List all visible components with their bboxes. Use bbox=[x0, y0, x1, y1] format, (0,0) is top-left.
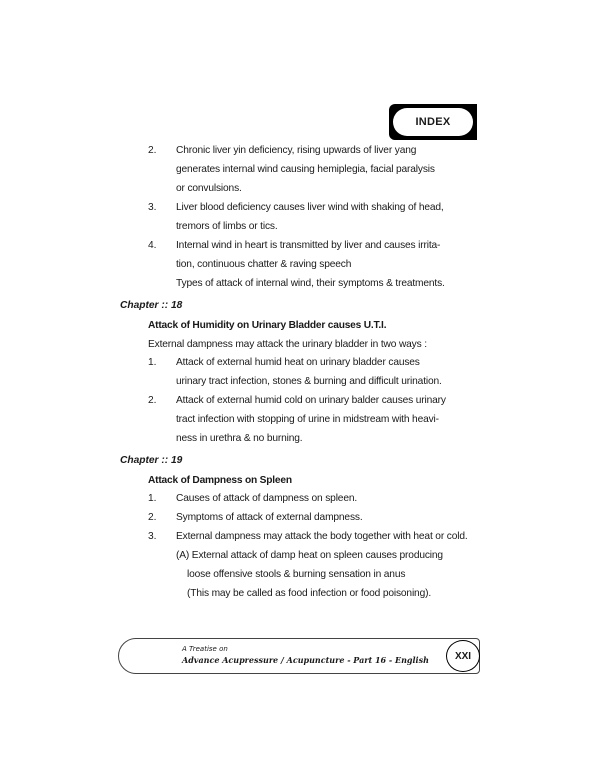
list-item-text: Liver blood deficiency causes liver wind with shaking of head, bbox=[176, 202, 444, 213]
section-heading: Attack of Humidity on Urinary Bladder causes U.T.I. bbox=[148, 320, 387, 331]
footer-book-title: Advance Acupressure / Acupuncture - Part 16 - English bbox=[182, 655, 429, 665]
list-item-text: Chronic liver yin deficiency, rising upwards of liver yang bbox=[176, 145, 417, 156]
list-item-text: or convulsions. bbox=[176, 183, 242, 194]
sub-item-text: (A) External attack of damp heat on spleen causes producing bbox=[176, 550, 443, 561]
list-item-text: tract infection with stopping of urine in midstream with heavi- bbox=[176, 414, 439, 425]
section-intro: External dampness may attack the urinary bladder in two ways : bbox=[148, 339, 427, 350]
list-item-text: Causes of attack of dampness on spleen. bbox=[176, 493, 358, 504]
list-item-text: tremors of limbs or tics. bbox=[176, 221, 278, 232]
section-heading: Attack of Dampness on Spleen bbox=[148, 475, 292, 486]
list-number: 4. bbox=[148, 240, 157, 251]
footer-book-prefix: A Treatise on bbox=[182, 645, 228, 653]
list-item-text: urinary tract infection, stones & burning and difficult urination. bbox=[176, 376, 442, 387]
list-number: 2. bbox=[148, 145, 157, 156]
list-number: 2. bbox=[148, 395, 157, 406]
list-item-text: Symptoms of attack of external dampness. bbox=[176, 512, 363, 523]
page-number: XXI bbox=[446, 640, 480, 672]
list-item-text: Attack of external humid heat on urinary bladder causes bbox=[176, 357, 420, 368]
list-item-text: Types of attack of internal wind, their symptoms & treatments. bbox=[176, 278, 445, 289]
list-item-text: Internal wind in heart is transmitted by liver and causes irrita- bbox=[176, 240, 441, 251]
list-number: 3. bbox=[148, 531, 157, 542]
list-number: 2. bbox=[148, 512, 157, 523]
list-item-text: External dampness may attack the body together with heat or cold. bbox=[176, 531, 468, 542]
sub-item-text: loose offensive stools & burning sensation in anus bbox=[187, 569, 406, 580]
list-item-text: tion, continuous chatter & raving speech bbox=[176, 259, 352, 270]
list-item-text: ness in urethra & no burning. bbox=[176, 433, 303, 444]
index-label[interactable]: INDEX bbox=[393, 108, 473, 136]
list-number: 1. bbox=[148, 357, 157, 368]
chapter-label: Chapter :: 18 bbox=[120, 300, 183, 311]
list-number: 3. bbox=[148, 202, 157, 213]
list-number: 1. bbox=[148, 493, 157, 504]
sub-item-text: (This may be called as food infection or food poisoning). bbox=[187, 588, 432, 599]
list-item-text: generates internal wind causing hemiplegia, facial paralysis bbox=[176, 164, 435, 175]
list-item-text: Attack of external humid cold on urinary balder causes urinary bbox=[176, 395, 446, 406]
chapter-label: Chapter :: 19 bbox=[120, 455, 183, 466]
